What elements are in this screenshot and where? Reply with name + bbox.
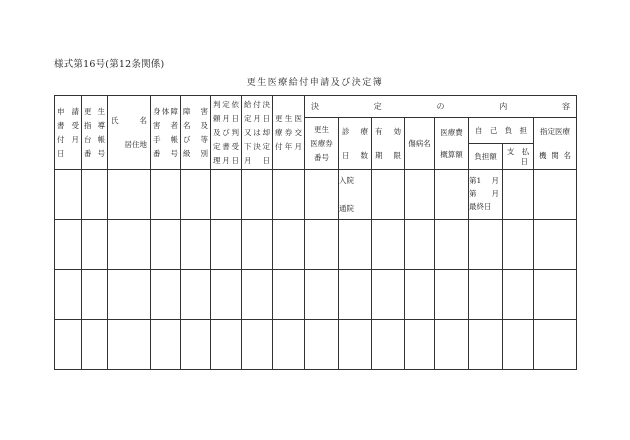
cell[interactable] — [55, 170, 82, 220]
cell[interactable] — [469, 320, 503, 370]
cell[interactable] — [151, 270, 181, 320]
header-treatment-days: 診 療 日 数 — [339, 118, 372, 170]
cell[interactable] — [242, 220, 273, 270]
cell[interactable] — [435, 270, 469, 320]
cell[interactable] — [534, 320, 577, 370]
cell[interactable] — [534, 220, 577, 270]
cell[interactable] — [273, 320, 305, 370]
header-name-address: 氏 名 居住地 — [108, 96, 151, 170]
cell-copay-period[interactable] — [469, 170, 503, 220]
cell[interactable] — [339, 320, 372, 370]
cell-visit-type[interactable] — [339, 170, 372, 220]
cell[interactable] — [405, 170, 435, 220]
cell[interactable] — [469, 220, 503, 270]
header-decision-date: 給付決 定月日 又は却 下決定 月日 — [242, 96, 273, 170]
cell[interactable] — [503, 320, 534, 370]
cell[interactable] — [534, 270, 577, 320]
nth-month-label: 第 月 — [469, 189, 499, 198]
final-day-label: 最終日 — [469, 202, 492, 211]
cell[interactable] — [372, 170, 405, 220]
cell[interactable] — [534, 170, 577, 220]
cell[interactable] — [181, 320, 211, 370]
cell[interactable] — [435, 170, 469, 220]
form-number: 様式第16号(第12条関係) — [54, 59, 165, 70]
header-decision-content: 決 定 の 内 容 — [305, 96, 577, 118]
cell[interactable] — [305, 270, 339, 320]
cell[interactable] — [503, 270, 534, 320]
cell[interactable] — [503, 170, 534, 220]
cell[interactable] — [435, 320, 469, 370]
header-certificate-no: 身体障 害者 手帳 番号 — [151, 96, 181, 170]
header-guidance-ledger-no: 更生 指導 台帳 番号 — [82, 96, 108, 170]
cell[interactable] — [372, 220, 405, 270]
form-title: 更生医療給付申請及び決定簿 — [246, 78, 384, 88]
cell[interactable] — [305, 170, 339, 220]
cell[interactable] — [211, 170, 242, 220]
cell[interactable] — [82, 220, 108, 270]
header-disability-grade: 障害 名及 び等 級別 — [181, 96, 211, 170]
cell[interactable] — [151, 320, 181, 370]
cell[interactable] — [242, 270, 273, 320]
cell[interactable] — [305, 220, 339, 270]
table-row — [55, 170, 577, 220]
cell[interactable] — [82, 170, 108, 220]
cell[interactable] — [372, 320, 405, 370]
cell[interactable] — [273, 270, 305, 320]
cell[interactable] — [211, 220, 242, 270]
cell[interactable] — [211, 270, 242, 320]
cell[interactable] — [405, 270, 435, 320]
header-ticket-issue-date: 更生医 療券交 付年月 — [273, 96, 305, 170]
cell[interactable] — [405, 220, 435, 270]
cell[interactable] — [108, 320, 151, 370]
cell[interactable] — [82, 270, 108, 320]
register-table — [54, 95, 577, 370]
table-row — [55, 220, 577, 270]
header-copay-amount: 負担額 — [469, 144, 503, 170]
cell[interactable] — [55, 320, 82, 370]
cell[interactable] — [55, 270, 82, 320]
cell[interactable] — [372, 270, 405, 320]
cell[interactable] — [503, 220, 534, 270]
header-judgement-date: 判定依 頼月日 及び判 定書受 理月日 — [211, 96, 242, 170]
cell[interactable] — [273, 170, 305, 220]
first-month-label: 第1 月 — [469, 176, 499, 185]
header-application-date: 申請 書受 付月 日 — [55, 96, 82, 170]
cell[interactable] — [242, 320, 273, 370]
cell[interactable] — [469, 270, 503, 320]
cell[interactable] — [82, 320, 108, 370]
header-payment-date: 支 払 日 — [503, 144, 534, 170]
cell[interactable] — [55, 220, 82, 270]
cell[interactable] — [405, 320, 435, 370]
cell[interactable] — [108, 220, 151, 270]
header-row-1 — [55, 96, 577, 118]
cell[interactable] — [273, 220, 305, 270]
header-ticket-no: 更生 医療券 番号 — [305, 118, 339, 170]
outpatient-label: 通院 — [339, 204, 354, 213]
header-medical-cost: 医療費 概算額 — [435, 118, 469, 170]
table-row — [55, 270, 577, 320]
cell[interactable] — [242, 170, 273, 220]
cell[interactable] — [108, 270, 151, 320]
cell[interactable] — [181, 220, 211, 270]
cell[interactable] — [151, 170, 181, 220]
header-designated-institution: 指定医療 機 関 名 — [534, 118, 577, 170]
header-disease-name: 傷病名 — [405, 118, 435, 170]
cell[interactable] — [435, 220, 469, 270]
header-valid-period: 有 効 期 限 — [372, 118, 405, 170]
table-row — [55, 320, 577, 370]
inpatient-label: 入院 — [339, 176, 354, 185]
cell[interactable] — [339, 270, 372, 320]
cell[interactable] — [181, 170, 211, 220]
cell[interactable] — [108, 170, 151, 220]
cell[interactable] — [151, 220, 181, 270]
cell[interactable] — [305, 320, 339, 370]
header-copay: 自 己 負 担 — [469, 118, 534, 144]
cell[interactable] — [339, 220, 372, 270]
cell[interactable] — [181, 270, 211, 320]
cell[interactable] — [211, 320, 242, 370]
